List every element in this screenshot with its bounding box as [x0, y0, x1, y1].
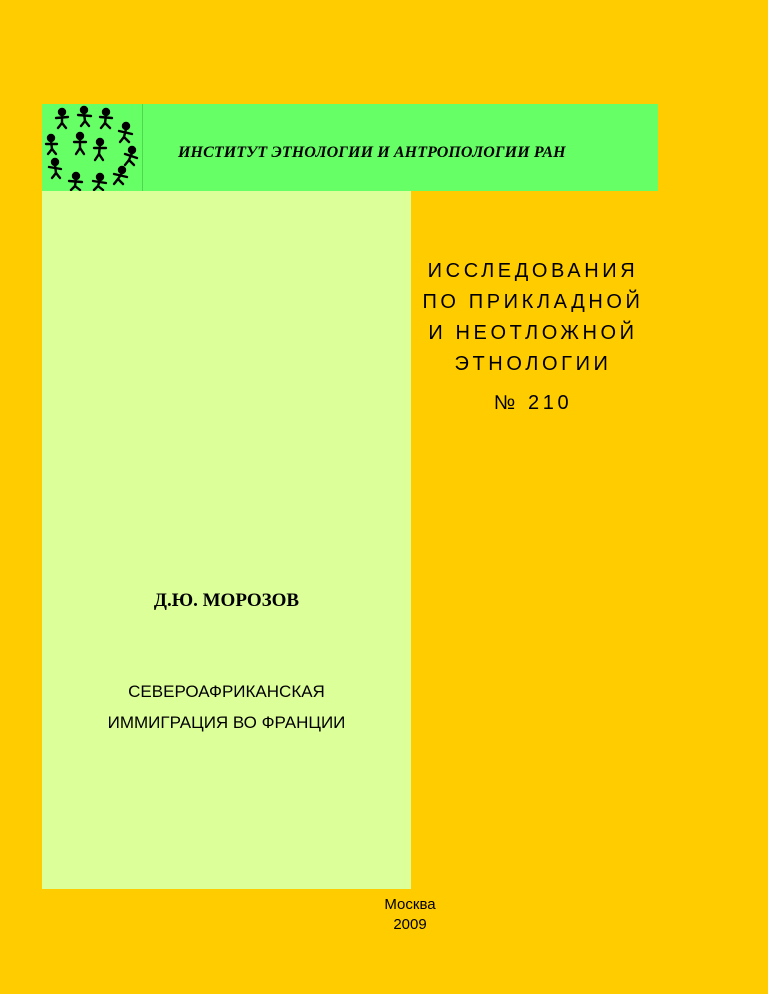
author-name: Д.Ю. МОРОЗОВ [153, 590, 300, 611]
left-panel [42, 191, 411, 889]
book-title [42, 676, 411, 738]
header-band [42, 104, 658, 191]
imprint-year: 2009 [393, 916, 427, 933]
issue-number: № 210 [493, 392, 573, 414]
imprint-city: Москва [384, 896, 436, 913]
institute-logo [42, 104, 143, 191]
series-title [408, 256, 658, 380]
book-title-line: ИММИГРАЦИЯ ВО ФРАНЦИИ [107, 713, 346, 732]
institute-name: ИНСТИТУТ ЭТНОЛОГИИ И АНТРОПОЛОГИИ РАН [178, 144, 566, 161]
circle-of-people-icon [42, 104, 142, 191]
imprint [340, 895, 480, 935]
series-title-line: ЭТНОЛОГИИ [454, 353, 612, 375]
series-title-line: ПО ПРИКЛАДНОЙ [422, 291, 644, 313]
book-title-line: СЕВЕРОАФРИКАНСКАЯ [128, 682, 325, 701]
series-title-line: И НЕОТЛОЖНОЙ [428, 322, 638, 344]
series-title-line: ИССЛЕДОВАНИЯ [427, 260, 639, 282]
